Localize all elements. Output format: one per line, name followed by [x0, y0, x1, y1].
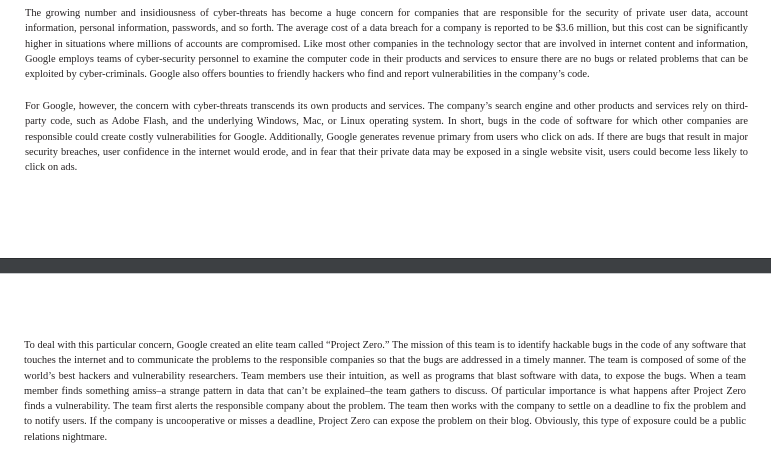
document-page-bottom	[0, 274, 771, 454]
page-break-divider	[0, 258, 771, 275]
paragraph-third-party-code: For Google, however, the concern with cyber-threats transcends its own products and services. The company’s search engine and other products and services rely on third-party code, such as Adobe Flash, and the underlying Windows, Mac, or Linux operating system. In short, bugs in the code of software for which other companies are responsible could create costly vulnerabilities for Google. Additionally, Google generates revenue primary from users who click on ads. If there are bugs that result in major security breaches, user confidence in the internet would erode, and in fear that their private data may be exposed in a single website visit, users could become less likely to click on ads.	[25, 101, 748, 174]
paragraph-project-zero: To deal with this particular concern, Google created an elite team called “Project Zero.” The mission of this team is to identify hackable bugs in the code of any software that touches the internet and to communicate the problems to the responsible companies so that the bugs are addressed in a timely manner. The team is composed of some of the world’s best hackers and vulnerability researchers. Team members use their intuition, as well as programs that blast software with data, to expose the bugs. When a team member finds something amiss–a strange pattern in data that can’t be explained–the team gathers to discuss. Of particular importance is what happens after Project Zero finds a vulnerability. The team first alerts the responsible company about the problem. The team then works with the company to settle on a deadline to fix the problem and to notify users. If the company is uncooperative or misses a deadline, Project Zero can expose the problem on their blog. Obviously, this type of exposure could be a public relations nightmare.	[24, 340, 746, 443]
paragraph-cyber-threats: The growing number and insidiousness of cyber-threats has become a huge concern for companies that are responsible for the security of private user data, account information, personal information, passwords, and so forth. The average cost of a data breach for a company is reported to be $3.6 million, but this cost can be significantly higher in situations where millions of accounts are compromised. Like most other companies in the technology sector that are involved in internet content and information, Google employs teams of cyber-security personnel to examine the computer code in their products and services to ensure there are no bugs or related problems that can be exploited by cyber-criminals. Google also offers bounties to friendly hackers who find and report vulnerabilities in the company’s code.	[25, 8, 748, 81]
